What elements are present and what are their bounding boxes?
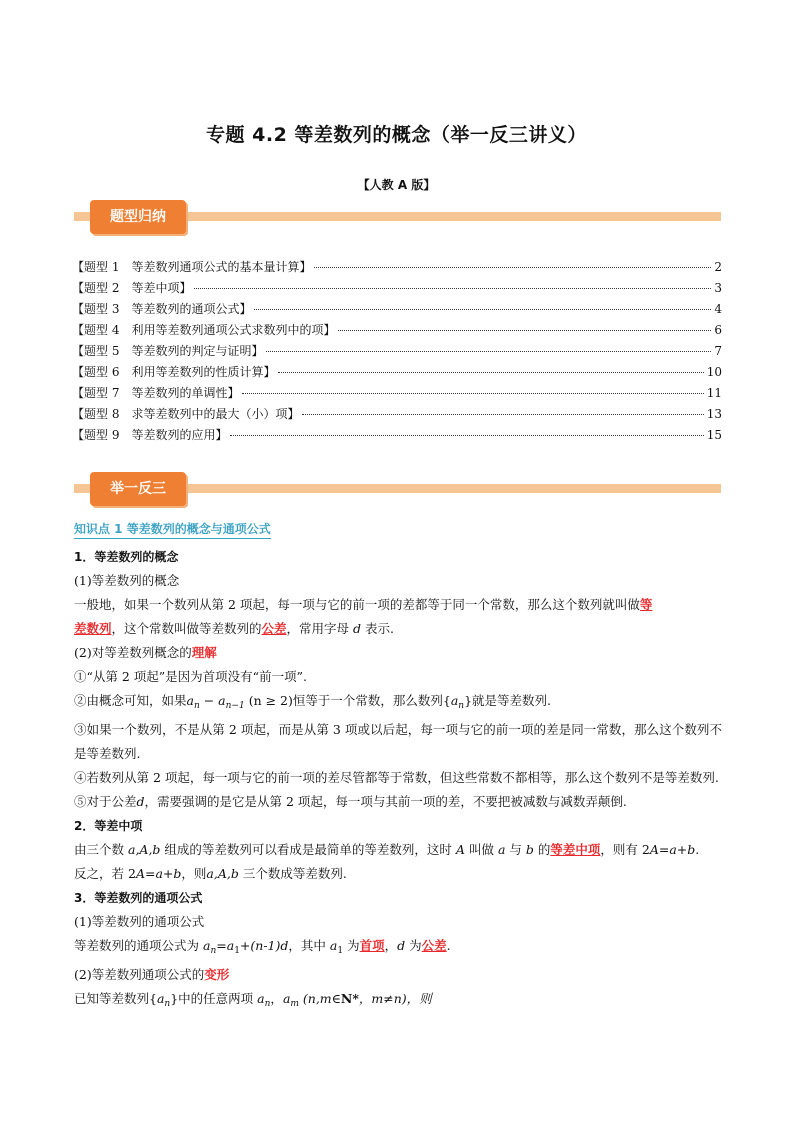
toc-leader [230, 435, 703, 436]
text: ，这个常数叫做等差数列的 [111, 621, 262, 636]
toc-page: 11 [706, 386, 722, 400]
text: . [446, 938, 451, 953]
math-var: A=a+b [649, 842, 696, 857]
content-body [74, 520, 722, 1016]
practice-banner [74, 472, 721, 506]
text: 的 [537, 842, 551, 857]
note-3: ③如果一个数列，不是从第 2 项起，而是从第 3 项或以后起，每一项与它的前一项的差是同一常数，那么这个数列不是等差数列. [74, 722, 722, 761]
text: ， [270, 991, 283, 1006]
text: ⑤对于公差 [74, 794, 137, 809]
toc-page: 7 [714, 344, 722, 358]
math-sub: n [458, 701, 465, 711]
section-heading: 2．等差中项 [74, 819, 143, 833]
toc-tag: 【题型 2 [72, 281, 120, 295]
toc-row[interactable] [72, 321, 722, 342]
math-sub: m [290, 999, 299, 1009]
math-var: a [186, 693, 194, 708]
toc-row[interactable] [72, 300, 722, 321]
math-var: a [450, 693, 459, 708]
math-cond: (n ≥ 2) [244, 693, 293, 708]
toc-title: 等差数列通项公式的基本量计算】 [131, 260, 312, 274]
toc-row[interactable] [72, 384, 722, 405]
toc-page: 13 [706, 407, 722, 421]
toc-leader [302, 414, 703, 415]
text: 已知等差数列{ [74, 991, 157, 1006]
text: 反之，若 2 [74, 866, 136, 881]
text: ，则有 2 [600, 842, 650, 857]
text: 为 [347, 938, 360, 953]
math-var: a,A,b [128, 842, 161, 857]
highlight-term: 首项 [359, 938, 385, 953]
toc-leader [254, 309, 711, 310]
toc-row[interactable] [72, 258, 722, 279]
toc-tag: 【题型 7 [72, 386, 120, 400]
paragraph [74, 987, 722, 1016]
highlight-term: 理解 [191, 645, 217, 660]
math-var: a [329, 938, 338, 953]
math-sub: n [264, 999, 271, 1009]
toc-page: 6 [714, 323, 722, 337]
table-of-contents [72, 258, 722, 447]
toc-tag: 【题型 9 [72, 428, 120, 442]
document-title: 专题 4.2 等差数列的概念（举一反三讲义） [206, 124, 587, 146]
math-sub: n [193, 701, 200, 711]
text: 表示. [365, 621, 395, 636]
toc-tag: 【题型 3 [72, 302, 120, 316]
text: 三个数成等差数列. [242, 866, 347, 881]
math-var: A=a+b [135, 866, 182, 881]
text: 为 [409, 938, 422, 953]
toc-row[interactable] [72, 342, 722, 363]
highlight-term: 公差 [421, 938, 447, 953]
note-1: ①“从第 2 项起”是因为首项没有“前一项”. [74, 669, 307, 684]
math-var: d [136, 794, 145, 809]
toc-tag: 【题型 4 [72, 323, 120, 337]
toc-title: 等差数列的应用】 [131, 428, 228, 442]
banner-label: 举一反三 [90, 472, 186, 506]
math-var: +(n-1)d [239, 938, 289, 953]
text: ②由概念可知，如果 [74, 693, 187, 708]
text: ，需要强调的是它是从第 2 项起，每一项与其前一项的差，不要把被减数与减数弄颠倒. [144, 794, 627, 809]
knowledge-point-title: 知识点 1 等差数列的概念与通项公式 [74, 520, 271, 539]
paragraph [74, 838, 722, 862]
math-var: =a [216, 938, 235, 953]
text: }就是等差数列. [464, 693, 552, 708]
highlight-term: 等差中项 [550, 842, 601, 857]
toc-row[interactable] [72, 363, 722, 384]
toc-page: 2 [714, 260, 722, 274]
highlight-term: 变形 [204, 967, 230, 982]
toc-row[interactable] [72, 426, 722, 447]
math-var: a [257, 991, 265, 1006]
text: ，其中 [288, 938, 326, 953]
math-var: a [156, 991, 165, 1006]
toc-tag: 【题型 6 [72, 365, 120, 379]
section-heading: 3．等差数列的通项公式 [74, 891, 203, 905]
toc-title: 等差数列的判定与证明】 [131, 344, 264, 358]
toc-leader [266, 351, 711, 352]
paragraph [74, 862, 722, 886]
toc-tag: 【题型 1 [72, 260, 120, 274]
text: 与 [509, 842, 522, 857]
section-heading: 1．等差数列的概念 [74, 550, 179, 564]
math-var: − a [199, 693, 226, 708]
note-4: ④若数列从第 2 项起，每一项与它的前一项的差尽管都等于常数，但这些常数不都相等，那么这个数列不是等差数列. [74, 770, 719, 785]
banner-label: 题型归纳 [90, 200, 186, 234]
subheading: (1)等差数列的概念 [74, 573, 180, 588]
toc-title: 等差数列的单调性】 [131, 386, 240, 400]
math-var: b [525, 842, 534, 857]
math-var: a [203, 938, 211, 953]
highlight-term: 公差 [261, 621, 287, 636]
math-sub: 1 [234, 946, 240, 956]
math-var: A [455, 842, 465, 857]
toc-row[interactable] [72, 279, 722, 300]
math-var: a [282, 991, 291, 1006]
text: 等差数列的通项公式为 [74, 938, 200, 953]
paragraph [74, 934, 722, 963]
subheading: (1)等差数列的通项公式 [74, 914, 205, 929]
text: 恒等于一个常数，那么数列{ [292, 693, 451, 708]
text: ，常用字母 [286, 621, 350, 636]
toc-banner [74, 200, 721, 234]
toc-page: 15 [706, 428, 722, 442]
toc-leader [278, 372, 703, 373]
text: . [695, 842, 700, 857]
toc-leader [314, 267, 711, 268]
toc-leader [194, 288, 711, 289]
math-sub: n−1 [225, 701, 245, 711]
toc-leader [242, 393, 703, 394]
math-var: ，m≠n)，则 [358, 991, 432, 1006]
edition-label: 【人教 A 版】 [357, 178, 436, 192]
toc-page: 10 [706, 365, 722, 379]
text: (2)对等差数列概念的 [74, 645, 192, 660]
toc-title: 利用等差数列的性质计算】 [131, 365, 276, 379]
toc-row[interactable] [72, 405, 722, 426]
math-var: d [397, 938, 406, 953]
math-var: a,A,b [206, 866, 239, 881]
subheading [74, 641, 722, 665]
math-sub: n [164, 999, 171, 1009]
toc-title: 等差中项】 [131, 281, 192, 295]
math-set: N* [340, 991, 359, 1006]
text: ，则 [181, 866, 207, 881]
subheading [74, 963, 722, 987]
toc-title: 求等差数列中的最大（小）项】 [131, 407, 300, 421]
text: ， [384, 938, 398, 953]
toc-tag: 【题型 8 [72, 407, 120, 421]
toc-title: 利用等差数列通项公式求数列中的项】 [131, 323, 336, 337]
toc-page: 3 [714, 281, 722, 295]
note-2 [74, 689, 722, 718]
note-5 [74, 790, 722, 814]
math-var: (n,m∈ [298, 991, 341, 1006]
text: 由三个数 [74, 842, 125, 857]
toc-page: 4 [714, 302, 722, 316]
text: }中的任意两项 [170, 991, 254, 1006]
text: 叫做 [468, 842, 494, 857]
toc-tag: 【题型 5 [72, 344, 120, 358]
text: (2)等差数列通项公式的 [74, 967, 205, 982]
math-sub: 1 [337, 946, 344, 956]
toc-leader [338, 330, 711, 331]
math-sub: n [210, 946, 217, 956]
text: 组成的等差数列可以看成是最简单的等差数列，这时 [164, 842, 452, 857]
toc-title: 等差数列的通项公式】 [131, 302, 252, 316]
math-var: d [353, 621, 362, 636]
math-var: a [497, 842, 506, 857]
highlight-term: 差数列 [74, 621, 112, 636]
paragraph [74, 593, 722, 641]
text: 一般地，如果一个数列从第 2 项起，每一项与它的前一项的差都等于同一个常数，那么这个数列就叫做 [74, 597, 640, 612]
highlight-term: 等 [639, 597, 653, 612]
